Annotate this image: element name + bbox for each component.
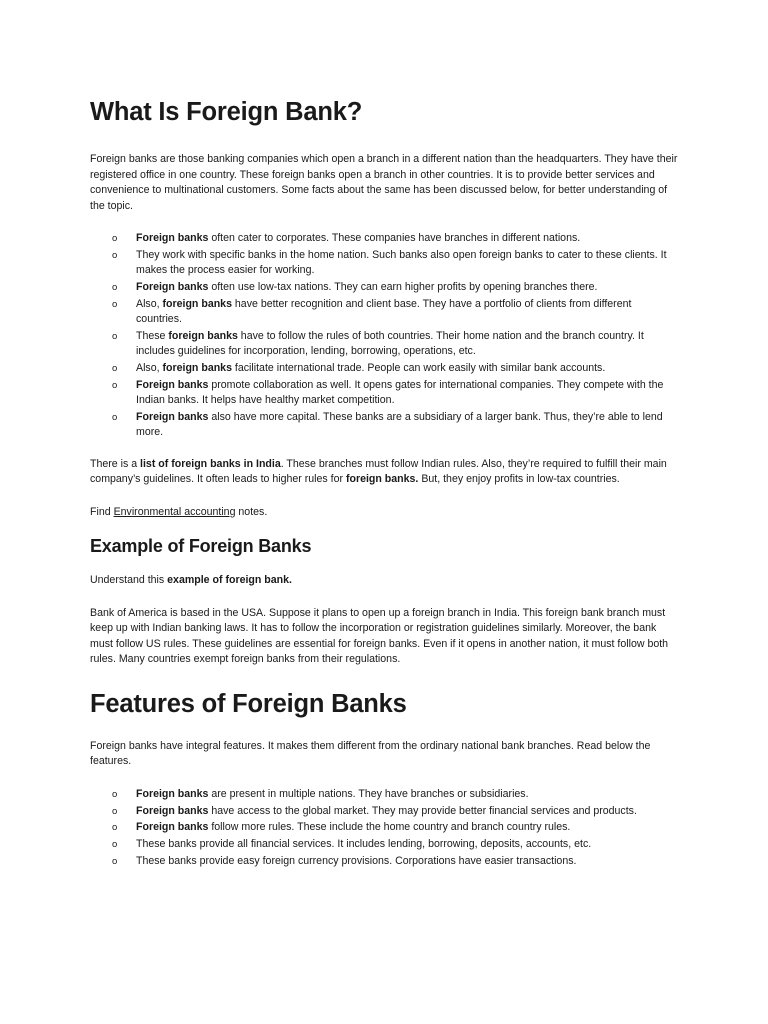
list-item: o These banks provide easy foreign currency provisions. Corporations have easier transactions. [90, 854, 680, 870]
list-item: o Foreign banks also have more capital. These banks are a subsidiary of a larger bank. Thus, they’re able to lend more. [112, 410, 663, 439]
list-item: o Foreign banks follow more rules. These include the home country and branch country rules. [90, 820, 680, 836]
features-intro-paragraph: Foreign banks have integral features. It makes them different from the ordinary national bank branches. Read below the features. [90, 739, 651, 768]
bullet-icon: o [112, 330, 118, 342]
list-item: o They work with specific banks in the home nation. Such banks also open foreign banks to cater to these clients. It makes the process easier for working. [112, 248, 667, 277]
list-item: o Also, foreign banks have better recognition and client base. They have a portfolio of clients from different countries. [112, 297, 632, 326]
features-list [90, 787, 680, 869]
environmental-accounting-link[interactable]: Environmental accounting [113, 505, 236, 518]
facts-list [90, 231, 680, 441]
bullet-icon: o [112, 249, 118, 261]
bullet-icon: o [112, 298, 118, 310]
bullet-icon: o [112, 233, 118, 244]
list-of-banks-paragraph: There is a list of foreign banks in India. These branches must follow Indian rules. Also, they’re required to fulfill their main company’s guidelines. It often leads to higher rules for foreign banks. But, they enjoy profits in low-tax countries. [90, 457, 667, 486]
list-item: o These foreign banks have to follow the rules of both countries. Their home nation and the branch country. It includes guidelines for incorporation, lending, borrowing, operations, etc. [112, 329, 644, 358]
bullet-icon: o [112, 788, 118, 800]
bullet-icon: o [112, 855, 118, 867]
list-item: o Also, foreign banks facilitate international trade. People can work easily with similar bank accounts. [90, 361, 680, 377]
list-item: o Foreign banks often use low-tax nations. They can earn higher profits by opening branches there. [90, 280, 680, 296]
heading-example-of-foreign-banks: Example of Foreign Banks [90, 536, 312, 557]
heading-features-of-foreign-banks: Features of Foreign Banks [90, 689, 407, 718]
bullet-icon: o [112, 379, 118, 391]
list-item: o Foreign banks are present in multiple nations. They have branches or subsidiaries. [90, 787, 680, 803]
list-item: o Foreign banks promote collaboration as well. It opens gates for international companies. They compete with the Indian banks. It helps have healthy market competition. [112, 378, 664, 407]
document-content [90, 95, 680, 870]
example-paragraph: Bank of America is based in the USA. Suppose it plans to open up a foreign branch in India. This foreign bank branch must keep up with Indian banking laws. It has to follow the incorporation or registration guidelines similarly. Moreover, the bank must follow US rules. These guidelines are essential for foreign banks. Even if it opens in another nation, it must follow both rules. Many countries exempt foreign banks from their regulations. [90, 606, 669, 666]
bullet-icon: o [112, 805, 118, 817]
list-item: o Foreign banks have access to the global market. They may provide better financial services and products. [90, 804, 680, 820]
bullet-icon: o [112, 838, 118, 850]
intro-paragraph: Foreign banks are those banking companies which open a branch in a different nation than the headquarters. They have their registered office in one country. These foreign banks open a branch in other countries. It is to provide better services and convenience to multinational customers. Some facts about the same has been discussed below, for better understanding of the topic. [90, 153, 678, 212]
list-item: o These banks provide all financial services. It includes lending, borrowing, deposits, accounts, etc. [90, 837, 680, 853]
bullet-icon: o [112, 411, 118, 423]
bullet-icon: o [112, 362, 118, 374]
bullet-icon: o [112, 281, 118, 293]
list-item: o Foreign banks often cater to corporates. These companies have branches in different nations. [90, 231, 680, 247]
bullet-icon: o [112, 822, 118, 834]
find-notes-paragraph: Find Environmental accounting notes. [90, 505, 268, 518]
heading-what-is-foreign-bank: What Is Foreign Bank? [90, 98, 363, 126]
understand-paragraph: Understand this example of foreign bank. [90, 574, 292, 587]
